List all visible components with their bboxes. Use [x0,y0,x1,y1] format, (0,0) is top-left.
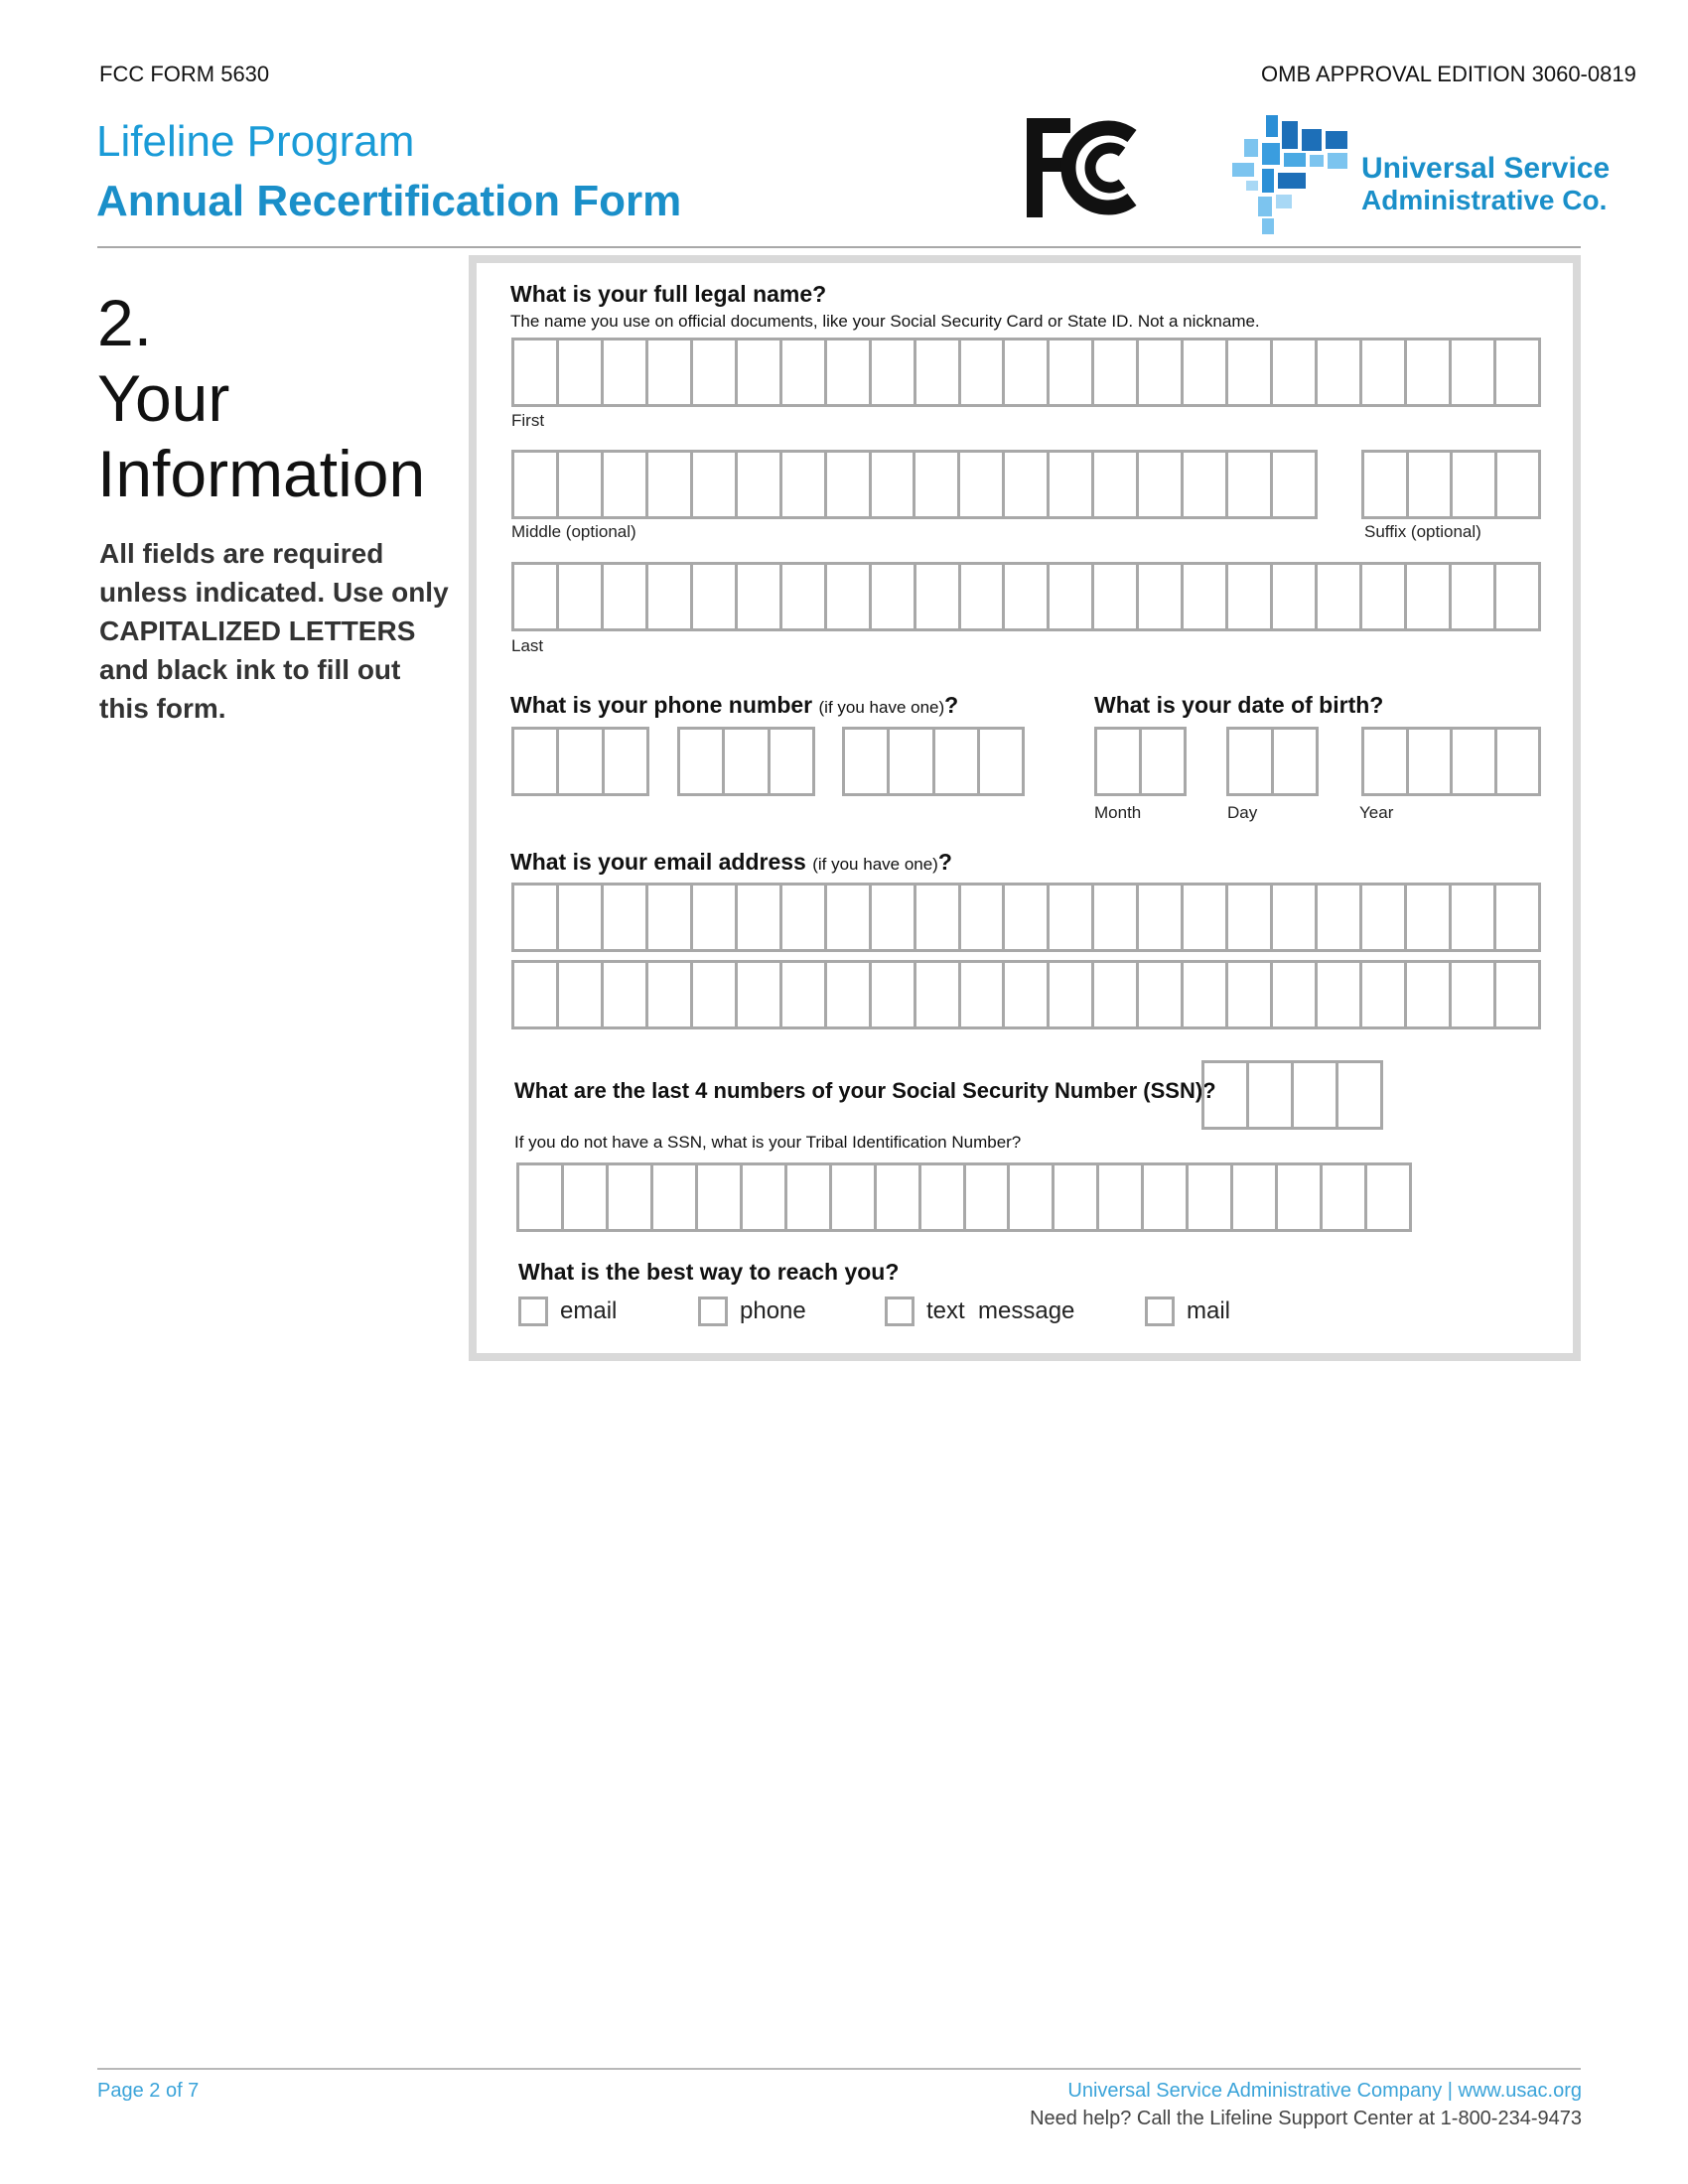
middle-name-field[interactable] [511,450,1318,519]
phone-area-code-field[interactable] [511,727,649,796]
last-name-field[interactable] [511,562,1541,631]
footer-divider [97,2068,1581,2070]
section-instructions: All fields are required unless indicated. Use only CAPITALIZED LETTERS and black ink to fill out this form. [99,538,449,724]
ssn-last4-field[interactable] [1201,1060,1383,1130]
contact-text-message-checkbox[interactable]: text message [885,1297,1074,1326]
middle-name-label: Middle (optional) [511,522,636,541]
dob-question: What is your date of birth? [1094,692,1384,718]
dob-month-label: Month [1094,803,1142,822]
checkbox-square[interactable] [518,1297,548,1326]
dob-day-field[interactable] [1226,727,1319,796]
first-name-label: First [511,411,545,430]
name-question: What is your full legal name? [510,281,827,307]
suffix-label: Suffix (optional) [1364,522,1481,541]
checkbox-square[interactable] [885,1297,914,1326]
email-field-line2[interactable] [511,960,1541,1029]
checkbox-square[interactable] [1145,1297,1175,1326]
ssn-question: What are the last 4 numbers of your Social Security Number (SSN)? [514,1078,1216,1103]
contact-mail-checkbox[interactable]: mail [1145,1297,1230,1326]
name-hint: The name you use on official documents, like your Social Security Card or State ID. Not a nickname. [510,312,1260,331]
fcc-logo [1023,114,1152,221]
omb-approval: OMB APPROVAL EDITION 3060-0819 [1261,62,1636,86]
section-title-line1: Your [97,361,230,435]
footer-company: Universal Service Administrative Company | www.usac.org [1067,2080,1582,2102]
tribal-id-field[interactable] [516,1162,1412,1232]
email-question: What is your email address (if you have one)? [510,849,952,875]
footer-help: Need help? Call the Lifeline Support Center at 1-800-234-9473 [1030,2108,1582,2129]
dob-month-field[interactable] [1094,727,1187,796]
usac-logo-line2: Administrative Co. [1361,185,1608,215]
header-divider [97,246,1581,248]
form-id: FCC FORM 5630 [99,62,270,86]
section-title-line2: Information [97,437,426,510]
usac-logo-line1: Universal Service [1361,152,1611,185]
phone-prefix-field[interactable] [677,727,815,796]
contact-question: What is the best way to reach you? [518,1259,900,1285]
tribal-id-question: If you do not have a SSN, what is your Tribal Identification Number? [514,1133,1022,1152]
dob-year-field[interactable] [1361,727,1541,796]
dob-year-label: Year [1359,803,1394,822]
usac-logo-mark [1226,109,1355,238]
phone-question: What is your phone number (if you have one)? [510,692,959,718]
page-number: Page 2 of 7 [97,2080,200,2102]
checkbox-square[interactable] [698,1297,728,1326]
section-number: 2. [97,286,153,359]
contact-phone-checkbox[interactable]: phone [698,1297,806,1326]
phone-line-number-field[interactable] [842,727,1025,796]
first-name-field[interactable] [511,338,1541,407]
program-title: Lifeline Program [96,117,415,166]
contact-email-checkbox[interactable]: email [518,1297,617,1326]
dob-day-label: Day [1227,803,1258,822]
last-name-label: Last [511,636,544,655]
form-title: Annual Recertification Form [96,177,682,225]
email-field-line1[interactable] [511,883,1541,952]
suffix-field[interactable] [1361,450,1541,519]
